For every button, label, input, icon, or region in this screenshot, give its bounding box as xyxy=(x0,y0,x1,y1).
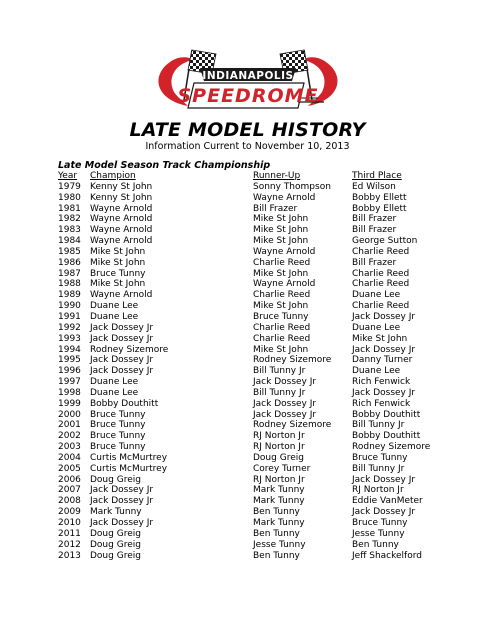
table-row xyxy=(56,355,452,366)
table-row xyxy=(56,431,452,442)
cell-runner-up: Ben Tunny xyxy=(253,528,300,539)
cell-year: 1991 xyxy=(58,311,81,322)
cell-champion: Bruce Tunny xyxy=(90,268,146,279)
cell-third-place: Duane Lee xyxy=(352,366,401,377)
cell-year: 2009 xyxy=(58,507,81,518)
table-row xyxy=(56,279,452,290)
cell-champion: Bobby Douthitt xyxy=(90,398,159,409)
cell-champion: Kenny St John xyxy=(90,181,153,192)
cell-runner-up: Mike St John xyxy=(253,301,309,312)
cell-year: 2012 xyxy=(58,539,81,550)
table-row xyxy=(56,399,452,410)
cell-year: 2001 xyxy=(58,420,81,431)
cell-champion: Jack Dossey Jr xyxy=(90,518,154,528)
championship-table xyxy=(56,171,452,561)
cell-third-place: Jack Dossey Jr xyxy=(352,344,416,355)
cell-year: 1989 xyxy=(58,290,81,301)
cell-third-place: Duane Lee xyxy=(352,322,401,333)
cell-year: 1999 xyxy=(58,398,81,409)
cell-runner-up: Doug Greig xyxy=(253,452,304,463)
header-third-place: Third Place xyxy=(352,171,402,181)
cell-third-place: Jack Dossey Jr xyxy=(352,474,416,485)
table-row xyxy=(56,247,452,258)
cell-runner-up: RJ Norton Jr xyxy=(253,431,305,442)
table-row xyxy=(56,204,452,215)
table-row xyxy=(56,236,452,247)
cell-year: 1988 xyxy=(58,279,81,290)
cell-year: 2011 xyxy=(58,528,81,539)
header-runner-up: Runner-Up xyxy=(253,171,301,181)
cell-champion: Duane Lee xyxy=(90,301,139,312)
cell-runner-up: Bill Frazer xyxy=(253,203,298,214)
cell-champion: Wayne Arnold xyxy=(90,203,153,214)
cell-year: 1987 xyxy=(58,268,81,279)
cell-runner-up: Rodney Sizemore xyxy=(253,355,332,366)
cell-runner-up: Bruce Tunny xyxy=(253,311,309,322)
cell-champion: Mike St John xyxy=(90,279,146,290)
cell-champion: Jack Dossey Jr xyxy=(90,366,154,377)
cell-third-place: Charlie Reed xyxy=(352,279,410,290)
table-header-row xyxy=(56,171,452,182)
cell-third-place: Jack Dossey Jr xyxy=(352,507,416,518)
cell-year: 1997 xyxy=(58,377,81,388)
cell-runner-up: RJ Norton Jr xyxy=(253,442,305,453)
cell-champion: Duane Lee xyxy=(90,377,139,388)
cell-champion: Curtis McMurtrey xyxy=(90,463,168,474)
cell-year: 1983 xyxy=(58,225,81,236)
cell-third-place: Bill Tunny Jr xyxy=(352,463,405,474)
header-year: Year xyxy=(58,171,78,181)
cell-year: 1985 xyxy=(58,246,81,257)
cell-champion: Jack Dossey Jr xyxy=(90,355,154,366)
cell-runner-up: Mike St John xyxy=(253,344,309,355)
table-row xyxy=(56,193,452,204)
table-row xyxy=(56,290,452,301)
cell-runner-up: Bill Tunny Jr xyxy=(253,387,306,398)
cell-runner-up: Ben Tunny xyxy=(253,550,300,561)
cell-runner-up: Mike St John xyxy=(253,214,309,225)
cell-third-place: Jack Dossey Jr xyxy=(352,387,416,398)
cell-year: 2002 xyxy=(58,431,81,442)
cell-third-place: Bobby Douthitt xyxy=(352,431,421,442)
cell-year: 2005 xyxy=(58,463,81,474)
table-row xyxy=(56,225,452,236)
cell-champion: Doug Greig xyxy=(90,474,141,485)
table-row xyxy=(56,507,452,518)
cell-runner-up: Wayne Arnold xyxy=(253,192,316,203)
cell-runner-up: Mark Tunny xyxy=(253,485,305,496)
cell-runner-up: Mike St John xyxy=(253,268,309,279)
cell-third-place: Bill Frazer xyxy=(352,257,397,268)
table-row xyxy=(56,551,452,562)
cell-runner-up: RJ Norton Jr xyxy=(253,474,305,485)
cell-runner-up: Charlie Reed xyxy=(253,322,311,333)
cell-champion: Jack Dossey Jr xyxy=(90,496,154,507)
cell-champion: Rodney Sizemore xyxy=(90,344,169,355)
cell-champion: Jack Dossey Jr xyxy=(90,333,154,344)
cell-year: 2006 xyxy=(58,474,81,485)
cell-year: 2010 xyxy=(58,518,81,528)
cell-runner-up: Sonny Thompson xyxy=(253,181,331,192)
cell-third-place: Jesse Tunny xyxy=(352,528,405,539)
table-body xyxy=(56,182,452,562)
cell-third-place: Ben Tunny xyxy=(352,539,399,550)
cell-year: 1986 xyxy=(58,257,81,268)
speedrome-logo xyxy=(148,48,348,116)
cell-runner-up: Mark Tunny xyxy=(253,518,305,528)
cell-champion: Doug Greig xyxy=(90,550,141,561)
cell-runner-up: Ben Tunny xyxy=(253,507,300,518)
cell-third-place: Jack Dossey Jr xyxy=(352,311,416,322)
cell-champion: Bruce Tunny xyxy=(90,409,146,420)
cell-champion: Mike St John xyxy=(90,246,146,257)
cell-year: 2000 xyxy=(58,409,81,420)
cell-runner-up: Corey Turner xyxy=(253,463,311,474)
page-title: LATE MODEL HISTORY xyxy=(129,119,366,141)
table-row xyxy=(56,301,452,312)
cell-year: 1992 xyxy=(58,322,81,333)
cell-champion: Mark Tunny xyxy=(90,507,142,518)
cell-third-place: Bruce Tunny xyxy=(352,452,408,463)
cell-third-place: Bobby Ellett xyxy=(352,203,407,214)
cell-year: 1995 xyxy=(58,355,81,366)
cell-runner-up: Bill Tunny Jr xyxy=(253,366,306,377)
cell-year: 1994 xyxy=(58,344,81,355)
cell-third-place: Mike St John xyxy=(352,333,408,344)
cell-year: 2007 xyxy=(58,485,81,496)
cell-year: 1981 xyxy=(58,203,81,214)
cell-champion: Mike St John xyxy=(90,257,146,268)
cell-third-place: Duane Lee xyxy=(352,290,401,301)
cell-runner-up: Jack Dossey Jr xyxy=(253,398,317,409)
cell-champion: Bruce Tunny xyxy=(90,442,146,453)
cell-champion: Wayne Arnold xyxy=(90,225,153,236)
table-row xyxy=(56,518,452,529)
cell-runner-up: Wayne Arnold xyxy=(253,246,316,257)
table-row xyxy=(56,182,452,193)
cell-year: 1980 xyxy=(58,192,81,203)
cell-champion: Jack Dossey Jr xyxy=(90,485,154,496)
cell-third-place: Charlie Reed xyxy=(352,268,410,279)
cell-third-place: George Sutton xyxy=(352,236,418,247)
cell-third-place: Jeff Shackelford xyxy=(352,550,422,561)
cell-runner-up: Mike St John xyxy=(253,236,309,247)
cell-year: 1979 xyxy=(58,181,81,192)
table-row xyxy=(56,475,452,486)
cell-champion: Jack Dossey Jr xyxy=(90,322,154,333)
cell-year: 1984 xyxy=(58,236,81,247)
cell-year: 1996 xyxy=(58,366,81,377)
cell-year: 1982 xyxy=(58,214,81,225)
cell-third-place: Bobby Douthitt xyxy=(352,409,421,420)
cell-third-place: Rich Fenwick xyxy=(352,398,411,409)
table-row xyxy=(56,312,452,323)
cell-third-place: Eddie VanMeter xyxy=(352,496,423,507)
table-row xyxy=(56,410,452,421)
cell-year: 1993 xyxy=(58,333,81,344)
cell-third-place: Bill Tunny Jr xyxy=(352,420,405,431)
cell-runner-up: Rodney Sizemore xyxy=(253,420,332,431)
cell-runner-up: Charlie Reed xyxy=(253,333,311,344)
table-row xyxy=(56,453,452,464)
cell-year: 1998 xyxy=(58,387,81,398)
table-row xyxy=(56,377,452,388)
section-title: Late Model Season Track Championship xyxy=(58,160,271,171)
table-row xyxy=(56,366,452,377)
cell-runner-up: Charlie Reed xyxy=(253,290,311,301)
cell-champion: Kenny St John xyxy=(90,192,153,203)
cell-year: 2004 xyxy=(58,452,81,463)
table-row xyxy=(56,388,452,399)
table-row xyxy=(56,214,452,225)
cell-year: 1990 xyxy=(58,301,81,312)
cell-third-place: Bobby Ellett xyxy=(352,192,407,203)
cell-third-place: Rodney Sizemore xyxy=(352,442,431,453)
cell-champion: Curtis McMurtrey xyxy=(90,452,168,463)
cell-champion: Wayne Arnold xyxy=(90,214,153,225)
cell-runner-up: Wayne Arnold xyxy=(253,279,316,290)
logo-text-indianapolis: INDIANAPOLIS xyxy=(202,70,294,82)
cell-runner-up: Mike St John xyxy=(253,225,309,236)
table-row xyxy=(56,485,452,496)
page-subtitle: Information Current to November 10, 2013 xyxy=(145,141,350,152)
header-champion: Champion xyxy=(90,171,136,181)
cell-third-place: Charlie Reed xyxy=(352,301,410,312)
cell-champion: Duane Lee xyxy=(90,387,139,398)
table-row xyxy=(56,442,452,453)
cell-year: 2003 xyxy=(58,442,81,453)
cell-third-place: Bill Frazer xyxy=(352,214,397,225)
table-row xyxy=(56,345,452,356)
cell-year: 2013 xyxy=(58,550,81,561)
cell-third-place: Ed Wilson xyxy=(352,181,396,192)
cell-champion: Doug Greig xyxy=(90,528,141,539)
cell-third-place: Bill Frazer xyxy=(352,225,397,236)
table-row xyxy=(56,269,452,280)
table-row xyxy=(56,529,452,540)
cell-runner-up: Charlie Reed xyxy=(253,257,311,268)
cell-runner-up: Jesse Tunny xyxy=(253,539,306,550)
table-row xyxy=(56,464,452,475)
cell-champion: Bruce Tunny xyxy=(90,420,146,431)
cell-runner-up: Jack Dossey Jr xyxy=(253,377,317,388)
cell-third-place: RJ Norton Jr xyxy=(352,485,404,496)
table-row xyxy=(56,258,452,269)
cell-runner-up: Mark Tunny xyxy=(253,496,305,507)
table-row xyxy=(56,496,452,507)
cell-champion: Doug Greig xyxy=(90,539,141,550)
cell-year: 2008 xyxy=(58,496,81,507)
logo-text-speedrome: SPEEDROME xyxy=(177,85,319,107)
cell-champion: Wayne Arnold xyxy=(90,290,153,301)
cell-third-place: Bruce Tunny xyxy=(352,518,408,528)
cell-champion: Wayne Arnold xyxy=(90,236,153,247)
cell-third-place: Rich Fenwick xyxy=(352,377,411,388)
cell-runner-up: Jack Dossey Jr xyxy=(253,409,317,420)
cell-champion: Bruce Tunny xyxy=(90,431,146,442)
table-row xyxy=(56,420,452,431)
table-row xyxy=(56,323,452,334)
table-row xyxy=(56,540,452,551)
cell-champion: Duane Lee xyxy=(90,311,139,322)
cell-third-place: Charlie Reed xyxy=(352,246,410,257)
cell-third-place: Danny Turner xyxy=(352,355,413,366)
table-row xyxy=(56,334,452,345)
